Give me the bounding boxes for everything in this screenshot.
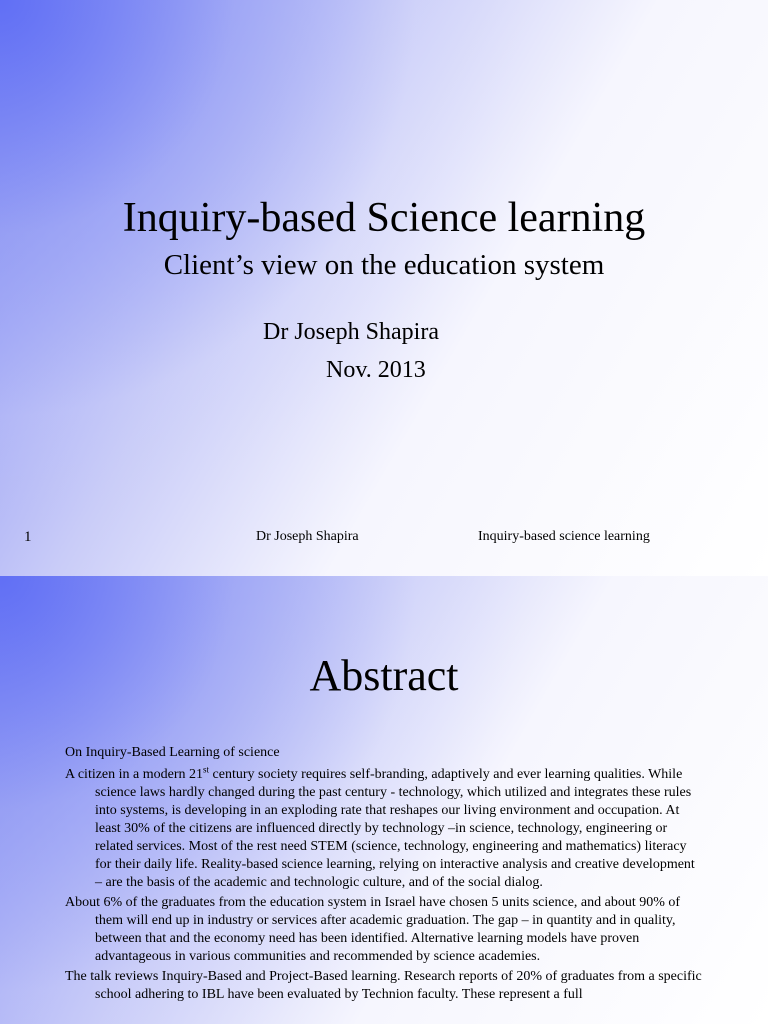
slide-title: Abstract [309, 651, 459, 700]
slide-title: Inquiry-based Science learning [122, 195, 646, 241]
superscript: st [203, 764, 210, 775]
slide-subtitle: Client’s view on the education system [163, 249, 605, 281]
abstract-body [65, 744, 705, 1006]
abstract-paragraph: About 6% of the graduates from the education system in Israel have chosen 5 units science, and about 90% of them will end up in industry or services after academic graduation. The gap – in quantity and in quality, between that and the economy need has been identified. Alternative learning models have proven advantageous in various communities and recommended by science academies. [65, 895, 681, 964]
abstract-paragraph: The talk reviews Inquiry-Based and Project-Based learning. Research reports of 20% of graduates from a specific school adhering to IBL have been evaluated by Technion faculty. These represent a full [65, 969, 702, 1002]
abstract-paragraph [65, 766, 705, 892]
slide-number: 1 [24, 529, 32, 545]
footer-title: Inquiry-based science learning [478, 529, 650, 544]
slide-2 [0, 576, 768, 1024]
presentation-date: Nov. 2013 [326, 357, 426, 383]
paragraph-text: century society requires self-branding, adaptively and ever learning qualities. While science laws hardly changed during the past century - technology, which utilized and integrates these rules into systems, is developing in an exploding rate that reshapes our living environment and occupation. At least 30% of the citizens are influenced directly by technology –in science, technology, engineering or related services. Most of the rest need STEM (science, technology, engineering and mathematics) literacy for their daily life. Reality-based science learning, relying on interactive analysis and creative development – are the basis of the academic and technologic culture, and of the social dialog. [95, 767, 695, 890]
footer-author: Dr Joseph Shapira [256, 529, 359, 544]
author-name: Dr Joseph Shapira [263, 319, 439, 345]
paragraph-text: A citizen in a modern 21 [65, 767, 204, 782]
abstract-heading: On Inquiry-Based Learning of science [65, 745, 280, 760]
